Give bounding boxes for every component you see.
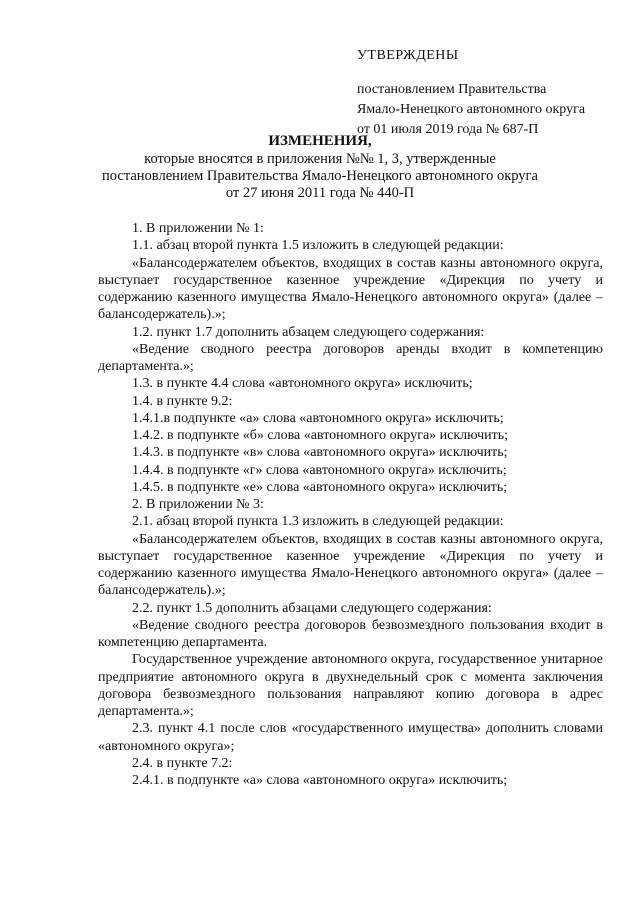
paragraph: Государственное учреждение автономного округа, государственное унитарное предприятие автономного округа в двухнедельный срок с момента заключения договора безвозмездного пользования направляют копию договора в адрес департамента.»; [98,652,603,719]
heading-line: которые вносятся в приложения №№ 1, 3, утвержденные [144,151,496,167]
paragraph: 1.4.4. в подпункте «г» слова «автономного округа» исключить; [132,462,507,478]
heading-line: от 27 июня 2011 года № 440-П [225,185,415,201]
paragraph: «Ведение сводного реестра договоров безвозмездного пользования входит в компетенцию департамента. [98,617,603,650]
approval-block [357,46,585,140]
paragraph: 1.3. в пункте 4.4 слова «автономного округа» исключить; [132,376,473,392]
paragraph: 2.2. пункт 1.5 дополнить абзацами следующего содержания: [132,600,492,616]
paragraph: 2. В приложении № 3: [132,497,264,512]
document-heading [95,133,545,202]
paragraph: «Балансодержателем объектов, входящих в состав казны автономного округа, выступает государственное казенное учреждение «Дирекция по учету и содержанию казенного имущества Ямало-Ненецкого автономного округа» (далее – балансодержатель).»; [98,255,603,323]
approval-line: от 01 июля 2019 года № 687-П [357,122,539,137]
paragraph: 2.3. пункт 4.1 после слов «государственного имущества» дополнить словами «автономного округа»; [98,721,603,754]
paragraph: 1.4.3. в подпункте «в» слова «автономного округа» исключить; [132,445,508,461]
paragraph: «Балансодержателем объектов, входящих в состав казны автономного округа, выступает государственное казенное учреждение «Дирекция по учету и содержанию казенного имущества Ямало-Ненецкого автономного округа» (далее – балансодержатель).»; [98,531,603,599]
paragraph: 1.4.1.в подпункте «а» слова «автономного округа» исключить; [132,410,504,426]
heading-line: постановлением Правительства Ямало-Ненецкого автономного округа [102,168,538,184]
paragraph: 1.2. пункт 1.7 дополнить абзацем следующего содержания: [132,324,485,340]
paragraph: 1.1. абзац второй пункта 1.5 изложить в следующей редакции: [132,238,504,254]
paragraph: 1.4. в пункте 9.2: [132,393,233,409]
document-body [98,220,603,789]
paragraph: «Ведение сводного реестра договоров аренды входит в компетенцию департамента.»; [98,341,603,374]
paragraph: 1. В приложении № 1: [132,221,264,236]
approval-line: Ямало-Ненецкого автономного округа [357,102,586,117]
paragraph: 2.1. абзац второй пункта 1.3 изложить в следующей редакции: [132,514,504,530]
approval-line: постановлением Правительства [357,82,547,97]
paragraph: 1.4.2. в подпункте «б» слова «автономного округа» исключить; [132,428,509,443]
paragraph: 2.4.1. в подпункте «а» слова «автономного округа» исключить; [132,773,508,788]
approval-title: УТВЕРЖДЕНЫ [357,48,459,63]
paragraph: 1.4.5. в подпункте «е» слова «автономного округа» исключить; [132,479,508,495]
paragraph: 2.4. в пункте 7.2: [132,755,233,771]
heading-title: ИЗМЕНЕНИЯ, [268,133,372,149]
